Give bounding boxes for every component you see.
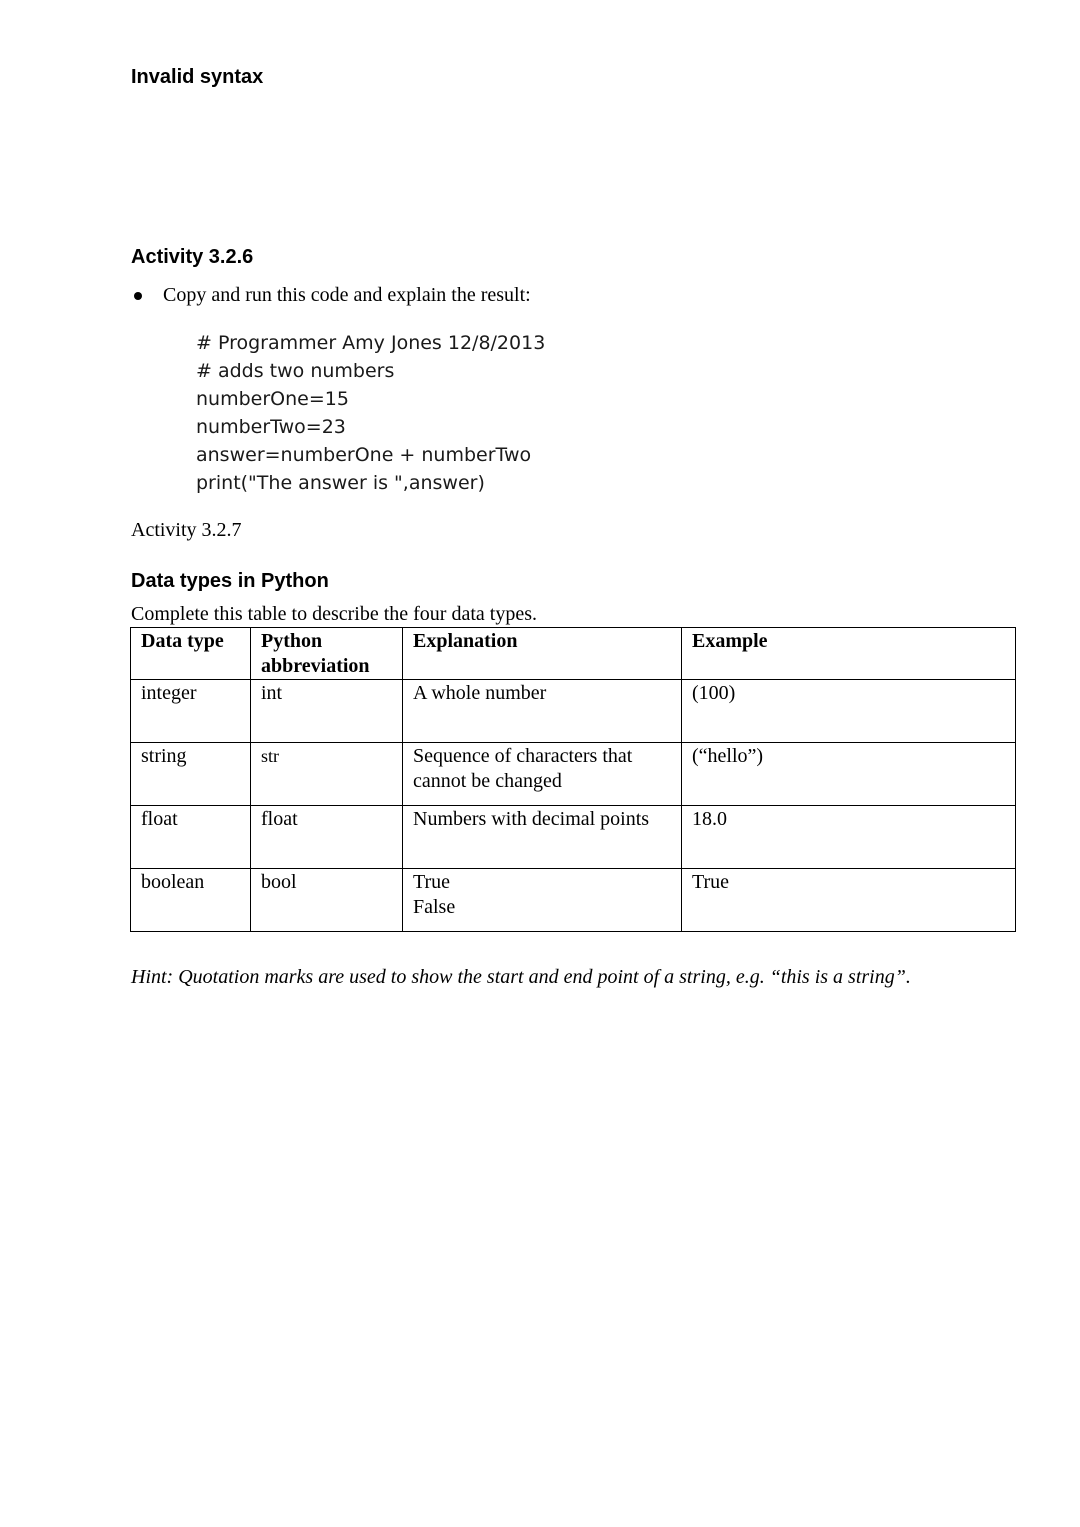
instruction-text: Copy and run this code and explain the result: [163,284,531,306]
hint-text: Hint: Quotation marks are used to show the start and end point of a string, e.g. “this is a string”. [131,966,911,988]
activity-3-2-6-heading: Activity 3.2.6 [131,246,254,268]
header-data-type: Data type [131,628,251,680]
cell-example: (100) [682,680,1016,743]
header-explanation: Explanation [403,628,682,680]
cell-explanation: Numbers with decimal points [403,806,682,869]
table-row [131,869,1016,932]
cell-explanation: Sequence of characters that cannot be changed [403,743,682,806]
code-line: answer=numberOne + numberTwo [196,444,532,466]
cell-example: (“hello”) [682,743,1016,806]
table-row [131,806,1016,869]
bullet-icon [134,292,142,300]
cell-explanation: True False [403,869,682,932]
header-python-abbreviation: Python abbreviation [251,628,403,680]
data-types-heading: Data types in Python [131,570,329,592]
table-row [131,743,1016,806]
header-example: Example [682,628,1016,680]
cell-abbreviation: int [251,680,403,743]
cell-explanation: A whole number [403,680,682,743]
code-line: numberTwo=23 [196,416,346,438]
cell-example: True [682,869,1016,932]
code-line: # Programmer Amy Jones 12/8/2013 [196,332,546,354]
cell-data-type: integer [131,680,251,743]
cell-abbreviation: bool [251,869,403,932]
code-line: numberOne=15 [196,388,349,410]
invalid-syntax-heading: Invalid syntax [131,66,264,88]
instruction-bullet [131,284,531,307]
cell-data-type: float [131,806,251,869]
code-block [196,329,545,497]
cell-data-type: string [131,743,251,806]
code-line: print("The answer is ",answer) [196,472,485,494]
table-header-row [131,628,1016,680]
cell-example: 18.0 [682,806,1016,869]
table-row [131,680,1016,743]
activity-3-2-7-heading: Activity 3.2.7 [131,519,242,541]
table-caption: Complete this table to describe the four data types. [131,603,537,625]
cell-abbreviation: str [251,743,403,806]
cell-abbreviation: float [251,806,403,869]
code-line: # adds two numbers [196,360,395,382]
cell-data-type: boolean [131,869,251,932]
data-types-table [130,627,1016,932]
